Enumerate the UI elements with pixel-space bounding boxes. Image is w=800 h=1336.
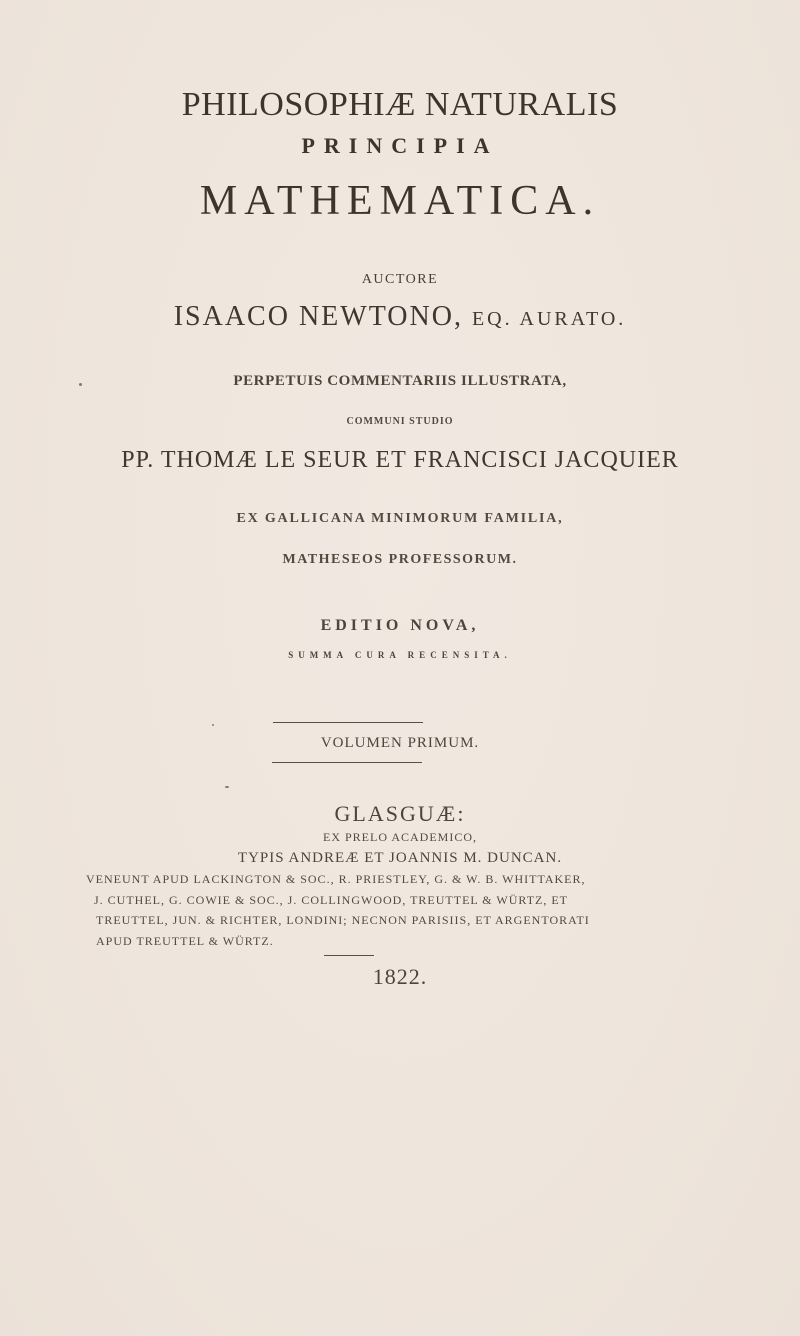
year-rule <box>324 955 374 956</box>
editors-line: PP. THOMÆ LE SEUR ET FRANCISCI JACQUIER <box>121 447 679 473</box>
author-title: EQ. AURATO. <box>471 308 627 330</box>
imprint-line: APUD TREUTTEL & WÜRTZ. <box>96 934 274 948</box>
title-line-1: PHILOSOPHIÆ NATURALIS <box>181 86 619 123</box>
publication-year: 1822. <box>372 964 428 989</box>
paper-speck <box>225 786 229 788</box>
volume-line: VOLUMEN PRIMUM. <box>320 735 480 751</box>
auctore-label: AUCTORE <box>361 272 439 287</box>
order-line: EX GALLICANA MINIMORUM FAMILIA, <box>236 511 564 526</box>
edition-note-line: SUMMA CURA RECENSITA. <box>288 650 512 660</box>
profession-line: MATHESEOS PROFESSORUM. <box>282 552 518 567</box>
communi-studio-line: COMMUNI STUDIO <box>346 416 454 427</box>
place-line: GLASGUÆ: <box>334 801 466 826</box>
imprint-line: TREUTTEL, JUN. & RICHTER, LONDINI; NECNON PARISIIS, ET ARGENTORATI <box>96 913 590 927</box>
author-line <box>0 303 800 331</box>
author-name: ISAACO NEWTONO, <box>173 301 463 332</box>
title-line-2: PRINCIPIA <box>301 133 499 158</box>
paper-speck <box>212 724 214 726</box>
paper-speck <box>79 383 82 386</box>
press-line: EX PRELO ACADEMICO, <box>322 830 477 844</box>
volume-rule-top <box>273 722 423 723</box>
commentary-line: PERPETUIS COMMENTARIIS ILLUSTRATA, <box>233 373 567 389</box>
printers-line: TYPIS ANDREÆ ET JOANNIS M. DUNCAN. <box>237 850 563 866</box>
imprint-line: J. CUTHEL, G. COWIE & SOC., J. COLLINGWOOD, TREUTTEL & WÜRTZ, ET <box>94 893 569 907</box>
volume-rule-bottom <box>272 762 422 763</box>
edition-line: EDITIO NOVA, <box>320 617 480 634</box>
title-line-3: MATHEMATICA. <box>199 178 601 224</box>
imprint-line: VENEUNT APUD LACKINGTON & SOC., R. PRIESTLEY, G. & W. B. WHITTAKER, <box>86 872 586 886</box>
